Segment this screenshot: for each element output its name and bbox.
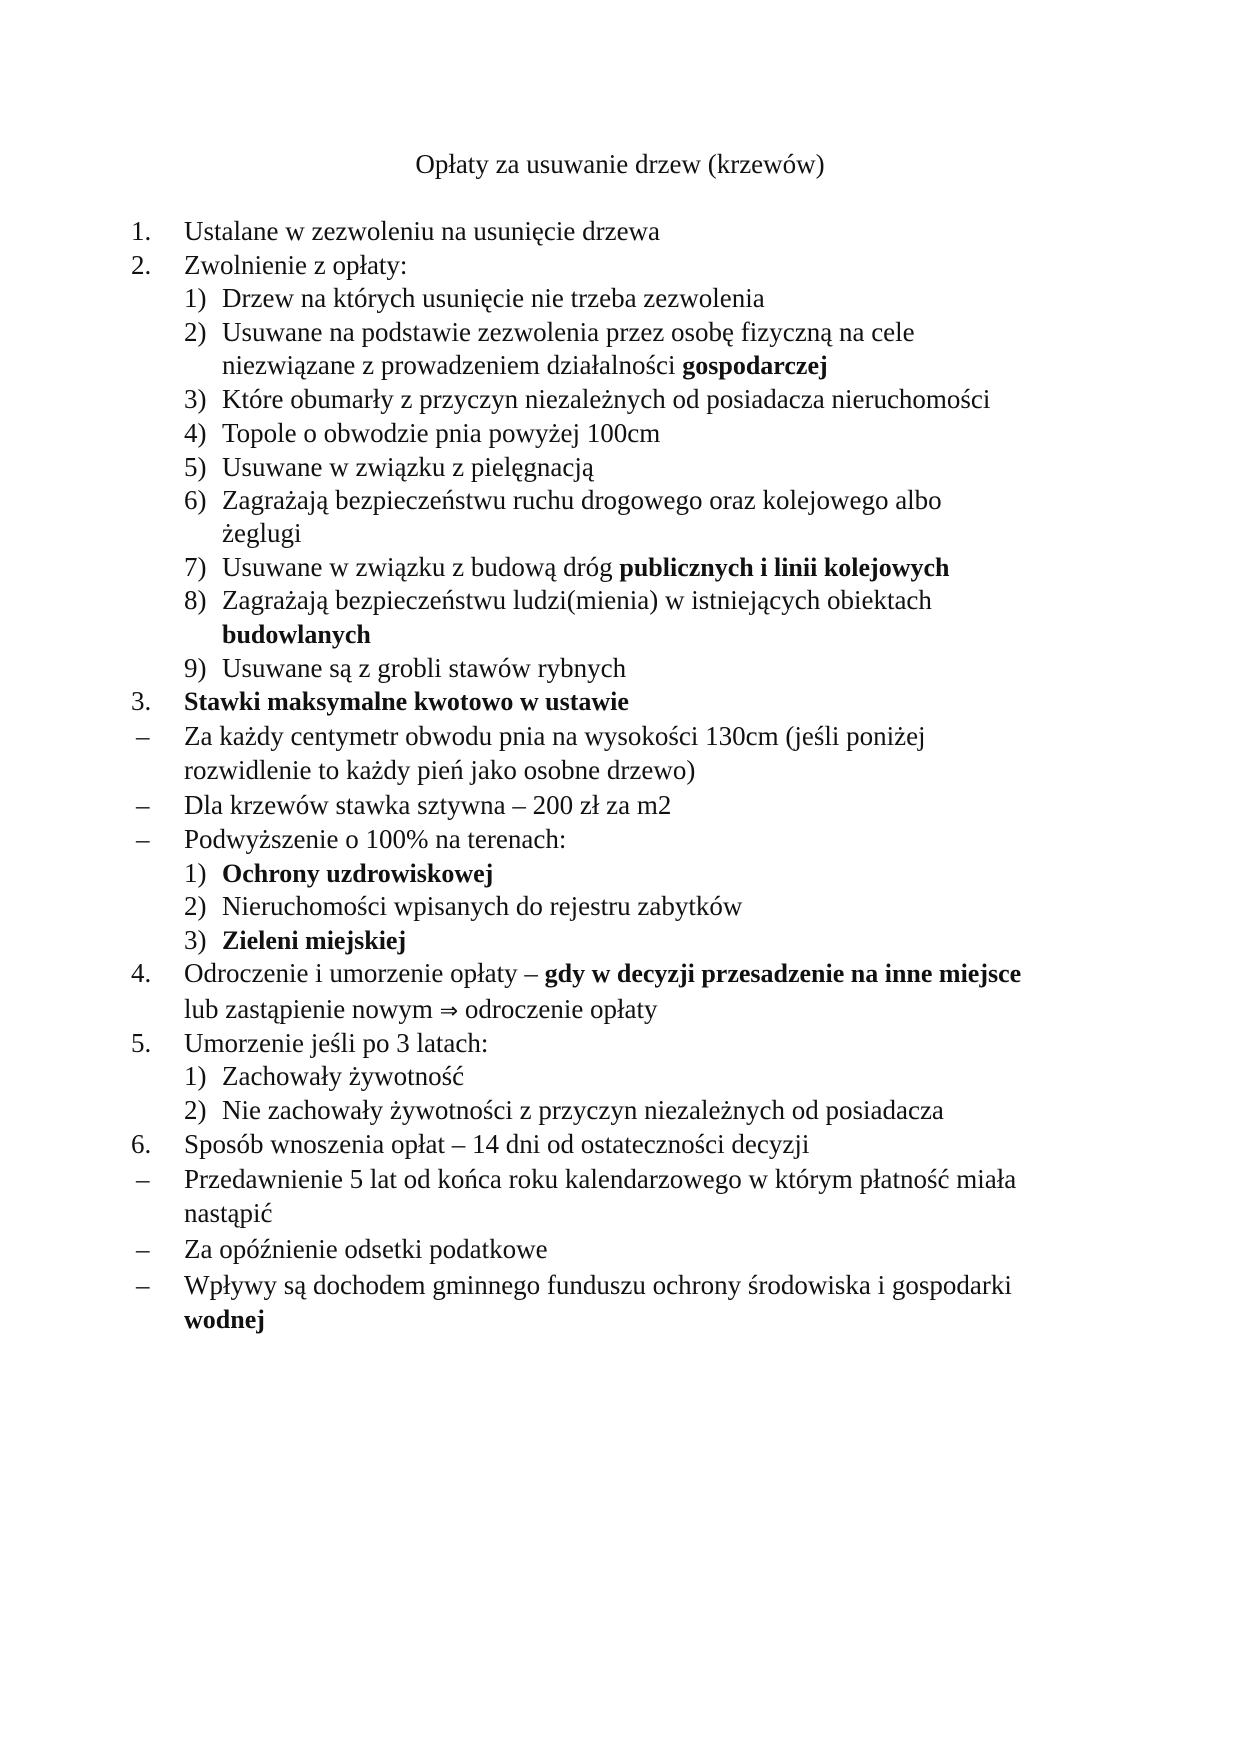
implies-arrow: ⇒ (439, 999, 459, 1024)
dash-item-continuation: wodnej (184, 1305, 265, 1334)
sublist-item: Zagrażają bezpieczeństwu ruchu drogowego oraz kolejowego albo (222, 485, 942, 515)
dash-item: Za opóźnienie odsetki podatkowe (184, 1234, 548, 1264)
dash-marker: – (136, 824, 150, 854)
sublist-item: Usuwane są z grobli stawów rybnych (222, 653, 627, 683)
list-item: Stawki maksymalne kwotowo w ustawie (184, 687, 629, 716)
list-item: Umorzenie jeśli po 3 latach: (184, 1028, 489, 1058)
list-marker: 4. (131, 958, 152, 988)
list-item: Odroczenie i umorzenie opłaty – gdy w decyzji przesadzenie na inne miejsce (184, 958, 1022, 988)
sublist-item: Zagrażają bezpieczeństwu ludzi(mienia) w istniejących obiektach (222, 585, 932, 615)
list-item: Ustalane w zezwoleniu na usunięcie drzewa (184, 216, 661, 246)
list-item: Sposób wnoszenia opłat – 14 dni od ostateczności decyzji (184, 1129, 810, 1159)
sublist-item: Usuwane na podstawie zezwolenia przez osobę fizyczną na cele (222, 317, 915, 347)
sublist-marker: 2) (184, 891, 207, 921)
sublist-item: Zachowały żywotność (222, 1061, 465, 1091)
sublist-item: Usuwane w związku z pielęgnacją (222, 452, 594, 482)
dash-marker: – (136, 790, 150, 820)
dash-marker: – (136, 1234, 150, 1264)
sublist-marker: 1) (184, 1061, 207, 1091)
sublist-item: Drzew na których usunięcie nie trzeba zezwolenia (222, 283, 765, 313)
list-item: Zwolnienie z opłaty: (184, 250, 408, 280)
sublist-item-continuation: niezwiązane z prowadzeniem działalności gospodarczej (222, 350, 828, 380)
sublist-marker: 8) (184, 585, 207, 615)
sublist-item: Nie zachowały żywotności z przyczyn niezależnych od posiadacza (222, 1095, 944, 1125)
list-marker: 5. (131, 1028, 152, 1058)
dash-item-continuation: nastąpić (184, 1198, 273, 1228)
list-marker: 6. (131, 1129, 152, 1159)
sublist-marker: 5) (184, 452, 207, 482)
sublist-item: Zieleni miejskiej (222, 926, 407, 955)
dash-marker: – (136, 1270, 150, 1300)
list-marker: 3. (131, 686, 152, 716)
sublist-marker: 9) (184, 653, 207, 683)
sublist-item: Nieruchomości wpisanych do rejestru zabytków (222, 891, 743, 921)
list-marker: 1. (131, 216, 152, 246)
dash-item: Za każdy centymetr obwodu pnia na wysokości 130cm (jeśli poniżej (184, 721, 926, 751)
sublist-marker: 3) (184, 925, 207, 955)
sublist-item: Usuwane w związku z budową dróg publicznych i linii kolejowych (222, 552, 950, 582)
sublist-item: Topole o obwodzie pnia powyżej 100cm (222, 418, 661, 448)
sublist-marker: 2) (184, 317, 207, 347)
dash-item: Podwyższenie o 100% na terenach: (184, 824, 567, 854)
dash-marker: – (136, 721, 150, 751)
dash-item: Dla krzewów stawka sztywna – 200 zł za m2 (184, 790, 672, 820)
sublist-item: Ochrony uzdrowiskowej (222, 859, 494, 888)
sublist-item: Które obumarły z przyczyn niezależnych od posiadacza nieruchomości (222, 384, 991, 414)
sublist-marker: 2) (184, 1095, 207, 1125)
sublist-marker: 6) (184, 485, 207, 515)
sublist-marker: 7) (184, 552, 207, 582)
dash-marker: – (136, 1164, 150, 1194)
sublist-marker: 3) (184, 384, 207, 414)
list-marker: 2. (131, 250, 152, 280)
list-item-continuation: lub zastąpienie nowym ⇒ odroczenie opłaty (184, 994, 658, 1024)
sublist-item-continuation: budowlanych (222, 620, 371, 649)
sublist-marker: 4) (184, 418, 207, 448)
document-title: Opłaty za usuwanie drzew (krzewów) (415, 149, 825, 179)
sublist-marker: 1) (184, 283, 207, 313)
dash-item-continuation: rozwidlenie to każdy pień jako osobne drzewo) (184, 755, 696, 785)
dash-item: Przedawnienie 5 lat od końca roku kalendarzowego w którym płatność miała (184, 1164, 1017, 1194)
dash-item: Wpływy są dochodem gminnego funduszu ochrony środowiska i gospodarki (184, 1270, 1012, 1300)
sublist-marker: 1) (184, 858, 207, 888)
sublist-item-continuation: żeglugi (222, 518, 302, 548)
